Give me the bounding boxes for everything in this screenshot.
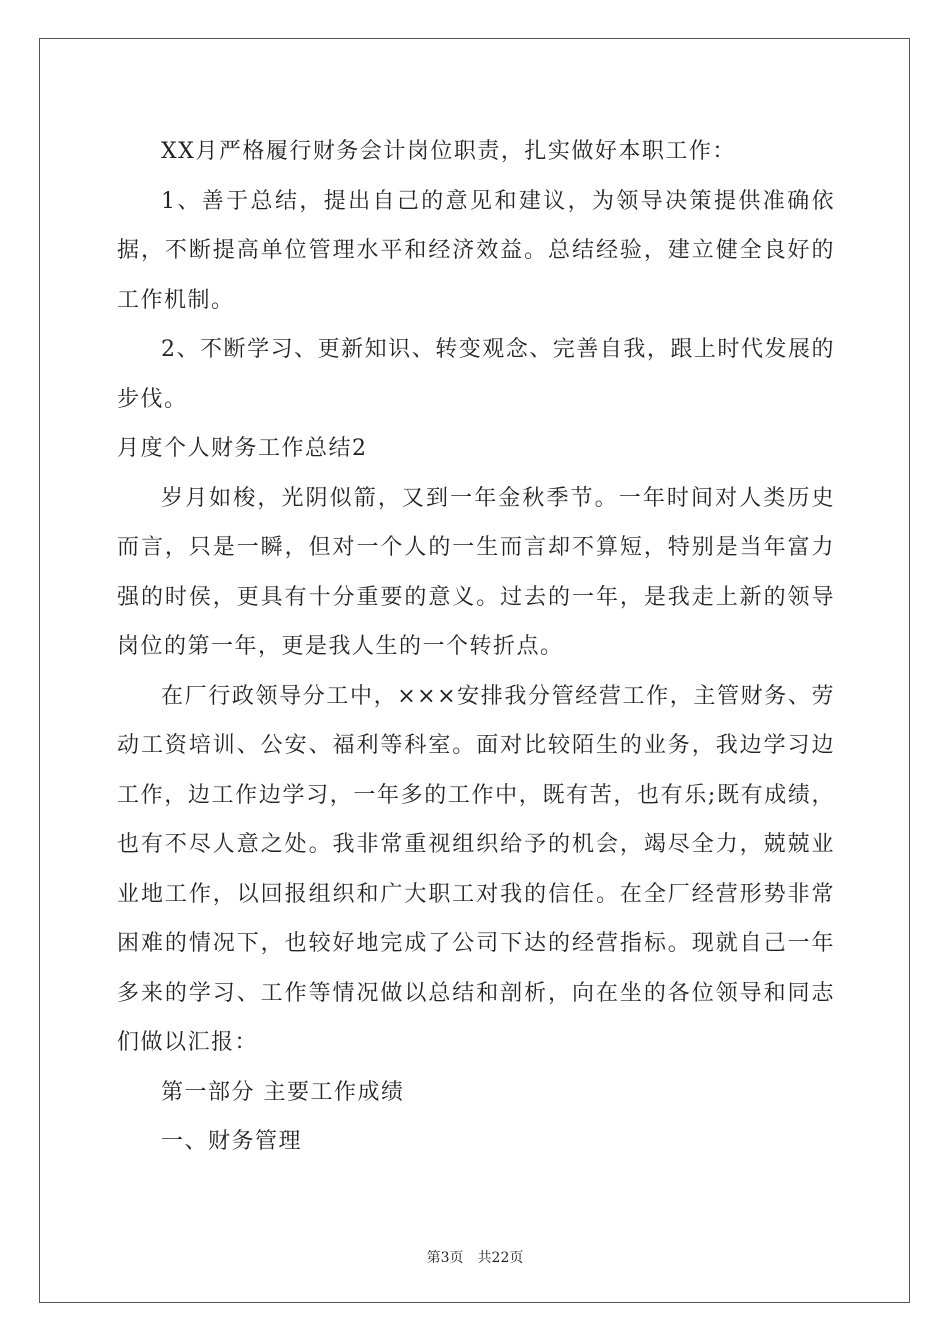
subsection-heading: 一、财务管理 (161, 1129, 303, 1154)
paragraph-item-1: 1、善于总结，提出自己的意见和建议，为领导决策提供准确依据，不断提高单位管理水平和经济效益。总结经验，建立健全良好的工作机制。 (117, 188, 835, 313)
paragraph-intro: XX月严格履行财务会计岗位职责，扎实做好本职工作： (161, 139, 736, 164)
page-footer (0, 1247, 950, 1267)
part-heading: 第一部分 主要工作成绩 (161, 1079, 405, 1105)
paragraph-opening: 岁月如梭，光阴似箭，又到一年金秋季节。一年时间对人类历史而言，只是一瞬，但对一个人的一生而言却不算短，特别是当年富力强的时侯，更具有十分重要的意义。过去的一年，是我走上新的领导岗位的第一年，更是我人生的一个转折点。 (117, 485, 835, 659)
paragraph-duties: 在厂行政领导分工中，×××安排我分管经营工作，主管财务、劳动工资培训、公安、福利等科室。面对比较陌生的业务，我边学习边工作，边工作边学习，一年多的工作中，既有苦，也有乐;既有成绩，也有不尽人意之处。我非常重视组织给予的机会，竭尽全力，兢兢业业地工作，以回报组织和广大职工对我的信任。在全厂经营形势非常困难的情况下，也较好地完成了公司下达的经营指标。现就自己一年多来的学习、工作等情况做以总结和剖析，向在坐的各位领导和同志们做以汇报： (117, 683, 835, 1055)
paragraph-item-2: 2、不断学习、更新知识、转变观念、完善自我，跟上时代发展的步伐。 (117, 337, 835, 412)
page-number: 第3页 (426, 1250, 464, 1266)
section-heading: 月度个人财务工作总结2 (117, 436, 368, 461)
document-body (117, 127, 835, 1167)
page-total: 共22页 (477, 1250, 524, 1266)
